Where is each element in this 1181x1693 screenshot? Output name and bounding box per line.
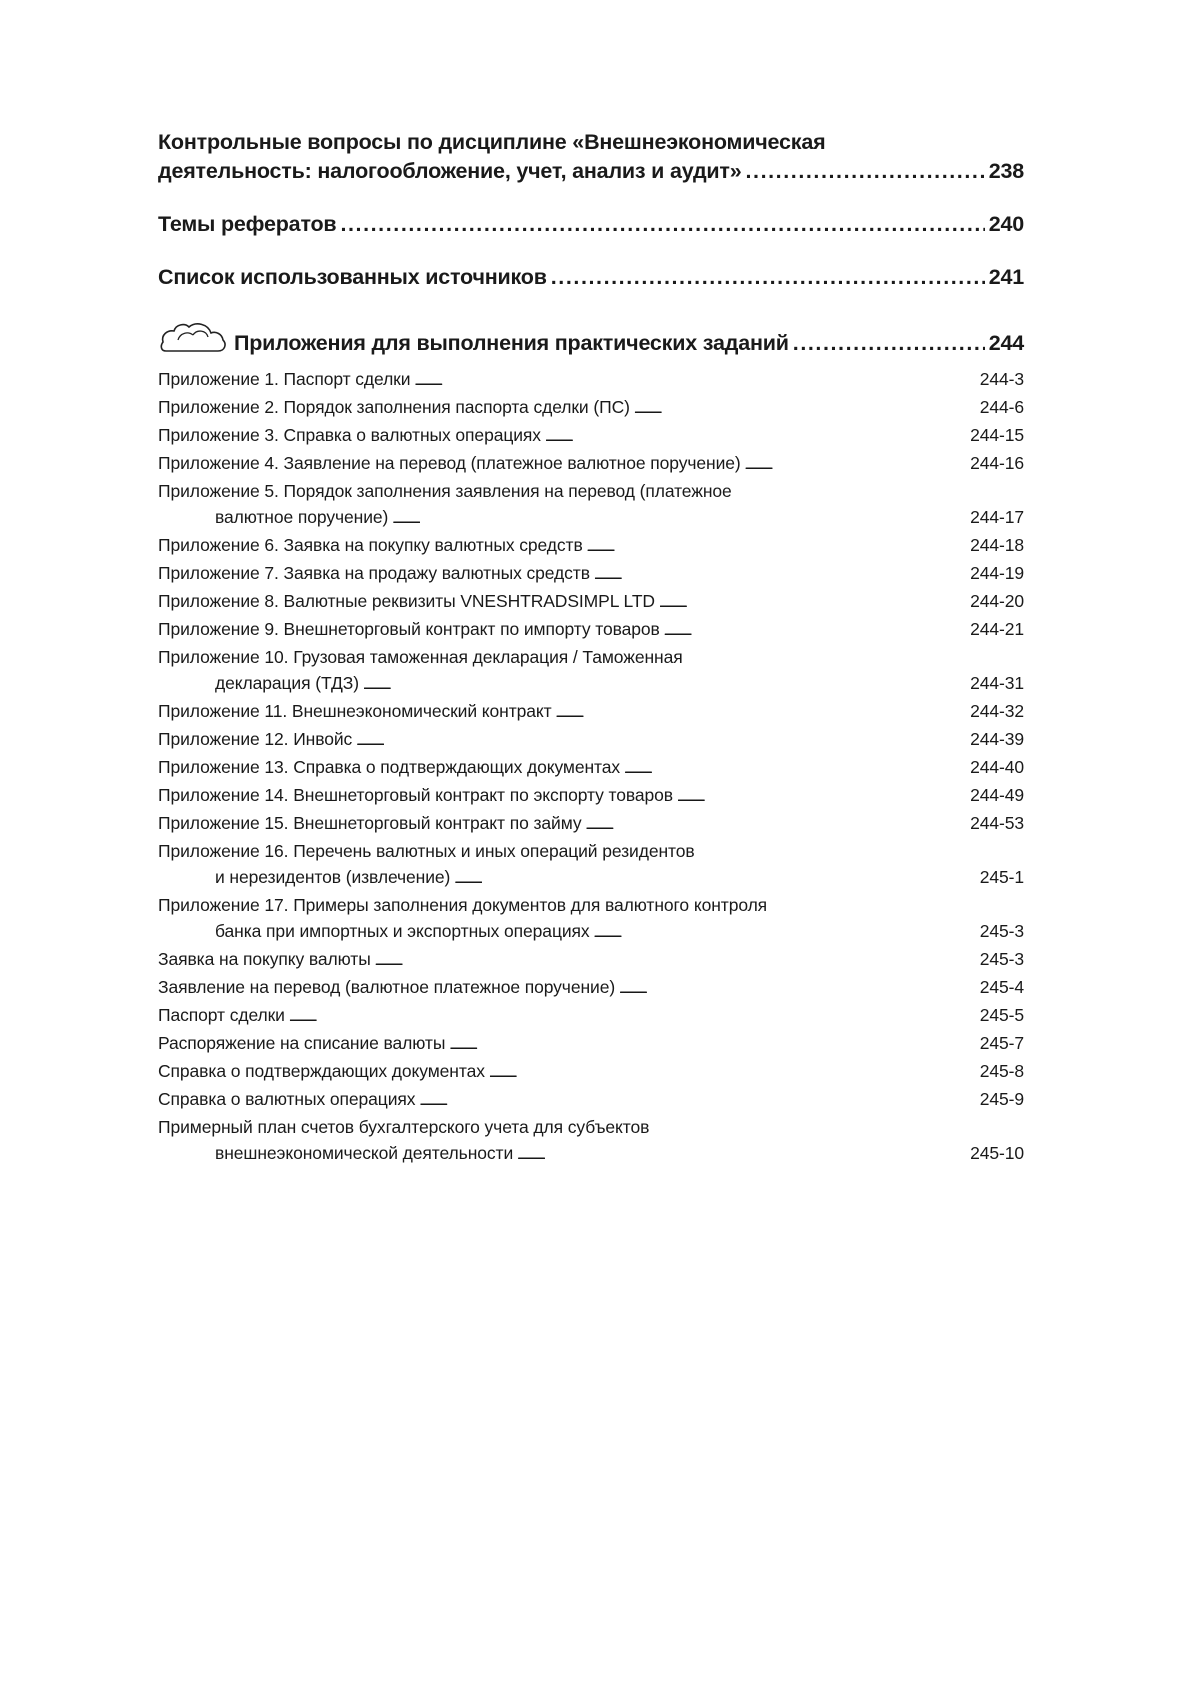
toc-entry-title: Темы рефератов (158, 212, 337, 236)
toc-item-title: Распоряжение на списание валюты (158, 1033, 446, 1053)
toc-item-title: Приложение 12. Инвойс (158, 729, 353, 749)
toc-item[interactable] (158, 560, 1024, 588)
toc-item-title: Приложение 15. Внешнеторговый контракт по займу (158, 813, 582, 833)
toc-item[interactable] (158, 782, 1024, 810)
toc-entry-title-line1: Контрольные вопросы по дисциплине «Внешнеэкономическая (158, 130, 826, 154)
toc-entry-sources[interactable] (158, 263, 1024, 292)
toc-entry-appendices[interactable] (158, 316, 1024, 358)
toc-entry-topics[interactable] (158, 210, 1024, 239)
toc-item-page: 245-4 (979, 977, 1024, 997)
dot-leader (746, 157, 985, 186)
toc-item-page: 244-19 (970, 563, 1024, 583)
toc-item-page: 244-20 (970, 591, 1024, 611)
toc-item[interactable] (158, 698, 1024, 726)
toc-item-page: 245-3 (979, 949, 1024, 969)
toc-item-title: Приложение 9. Внешнеторговый контракт по импорту товаров (158, 619, 660, 639)
table-of-contents (158, 128, 1024, 1168)
toc-item-page: 245-1 (979, 867, 1024, 887)
dot-leader (454, 866, 975, 892)
dot-leader (556, 700, 967, 726)
toc-item-title-continued: банка при импортных и экспортных операциях (215, 921, 590, 941)
dot-leader (659, 590, 966, 616)
toc-item-page: 244-18 (970, 535, 1024, 555)
dot-leader (449, 1032, 975, 1058)
dot-leader (634, 396, 976, 422)
toc-item-page: 244-16 (970, 453, 1024, 473)
dot-leader (517, 1142, 966, 1168)
toc-item-title: Приложение 16. Перечень валютных и иных операций резидентов (158, 841, 695, 861)
toc-item-title: Примерный план счетов бухгалтерского учета для субъектов (158, 1117, 650, 1137)
dot-leader (594, 920, 976, 946)
dot-leader (664, 618, 966, 644)
toc-item-title: Приложение 7. Заявка на продажу валютных средств (158, 563, 590, 583)
toc-item-title: Приложение 8. Валютные реквизиты VNESHTRADSIMPL LTD (158, 591, 655, 611)
toc-entry-page: 238 (988, 159, 1024, 183)
toc-item-title: Приложение 3. Справка о валютных операциях (158, 425, 541, 445)
toc-item-title: Заявление на перевод (валютное платежное поручение) (158, 977, 616, 997)
toc-item[interactable] (158, 394, 1024, 422)
toc-item-page: 244-49 (970, 785, 1024, 805)
dot-leader (793, 329, 985, 358)
toc-item[interactable] (158, 1058, 1024, 1086)
toc-item-title: Приложение 2. Порядок заполнения паспорта сделки (ПС) (158, 397, 630, 417)
cloud-icon (158, 320, 228, 354)
dot-leader (489, 1060, 976, 1086)
dot-leader (619, 976, 976, 1002)
toc-item-title: Приложение 14. Внешнеторговый контракт по экспорту товаров (158, 785, 673, 805)
toc-item[interactable] (158, 726, 1024, 754)
toc-item-title: Приложение 11. Внешнеэкономический контракт (158, 701, 552, 721)
toc-item[interactable] (158, 838, 1024, 892)
toc-entry-page: 241 (988, 265, 1024, 289)
toc-item-page: 244-3 (979, 369, 1024, 389)
toc-item[interactable] (158, 644, 1024, 698)
toc-item-page: 244-31 (970, 673, 1024, 693)
toc-item-title: Приложение 5. Порядок заполнения заявления на перевод (платежное (158, 481, 732, 501)
appendix-list (158, 366, 1024, 1168)
toc-item[interactable] (158, 892, 1024, 946)
dot-leader (745, 452, 966, 478)
toc-item[interactable] (158, 974, 1024, 1002)
toc-entry-page: 240 (988, 212, 1024, 236)
toc-item-title: Приложение 4. Заявление на перевод (платежное валютное поручение) (158, 453, 741, 473)
toc-entry-title: Приложения для выполнения практических заданий (234, 331, 789, 355)
toc-item[interactable] (158, 450, 1024, 478)
toc-item-page: 245-7 (979, 1033, 1024, 1053)
toc-entry-title-line2: деятельность: налогообложение, учет, анализ и аудит» (158, 159, 742, 183)
toc-item[interactable] (158, 422, 1024, 450)
toc-item-title: Заявка на покупку валюты (158, 949, 371, 969)
toc-item[interactable] (158, 754, 1024, 782)
toc-item-title: Справка о валютных операциях (158, 1089, 416, 1109)
dot-leader (677, 784, 966, 810)
dot-leader (392, 506, 966, 532)
toc-item-title-continued: валютное поручение) (215, 507, 389, 527)
toc-item-page: 244-6 (979, 397, 1024, 417)
toc-entry-control-questions[interactable] (158, 128, 1024, 186)
toc-entry-page: 244 (988, 331, 1024, 355)
toc-item-title: Приложение 6. Заявка на покупку валютных средств (158, 535, 583, 555)
toc-item[interactable] (158, 810, 1024, 838)
toc-item[interactable] (158, 616, 1024, 644)
toc-item-page: 244-53 (970, 813, 1024, 833)
dot-leader (594, 562, 966, 588)
toc-item-title: Приложение 1. Паспорт сделки (158, 369, 411, 389)
toc-item[interactable] (158, 1002, 1024, 1030)
dot-leader (356, 728, 966, 754)
dot-leader (587, 534, 966, 560)
toc-item-page: 245-8 (979, 1061, 1024, 1081)
toc-item-title: Приложение 17. Примеры заполнения документов для валютного контроля (158, 895, 768, 915)
toc-item-page: 244-15 (970, 425, 1024, 445)
dot-leader (419, 1088, 975, 1114)
dot-leader (624, 756, 966, 782)
toc-item[interactable] (158, 588, 1024, 616)
toc-item[interactable] (158, 366, 1024, 394)
toc-item-page: 244-32 (970, 701, 1024, 721)
dot-leader (551, 263, 985, 292)
toc-item[interactable] (158, 1086, 1024, 1114)
toc-item-page: 245-3 (979, 921, 1024, 941)
toc-item-page: 244-40 (970, 757, 1024, 777)
toc-item[interactable] (158, 1114, 1024, 1168)
toc-item[interactable] (158, 946, 1024, 974)
toc-item-title: Приложение 13. Справка о подтверждающих документах (158, 757, 621, 777)
toc-item-page: 245-10 (970, 1143, 1024, 1163)
toc-entry-title: Список использованных источников (158, 265, 547, 289)
toc-item-title-continued: внешнеэкономической деятельности (215, 1143, 514, 1163)
toc-item-page: 244-17 (970, 507, 1024, 527)
toc-item-page: 244-39 (970, 729, 1024, 749)
toc-item-title-continued: и нерезидентов (извлечение) (215, 867, 451, 887)
toc-item-page: 245-9 (979, 1089, 1024, 1109)
toc-item-page: 244-21 (970, 619, 1024, 639)
dot-leader (289, 1004, 976, 1030)
toc-item[interactable] (158, 478, 1024, 532)
dot-leader (375, 948, 976, 974)
toc-item-page: 245-5 (979, 1005, 1024, 1025)
dot-leader (545, 424, 966, 450)
dot-leader (586, 812, 967, 838)
toc-item-title: Приложение 10. Грузовая таможенная декларация / Таможенная (158, 647, 683, 667)
toc-item[interactable] (158, 1030, 1024, 1058)
dot-leader (414, 368, 975, 394)
toc-item-title: Справка о подтверждающих документах (158, 1061, 485, 1081)
toc-item-title-continued: декларация (ТДЗ) (215, 673, 359, 693)
dot-leader (363, 672, 966, 698)
toc-item-title: Паспорт сделки (158, 1005, 285, 1025)
toc-item[interactable] (158, 532, 1024, 560)
dot-leader (340, 210, 984, 239)
